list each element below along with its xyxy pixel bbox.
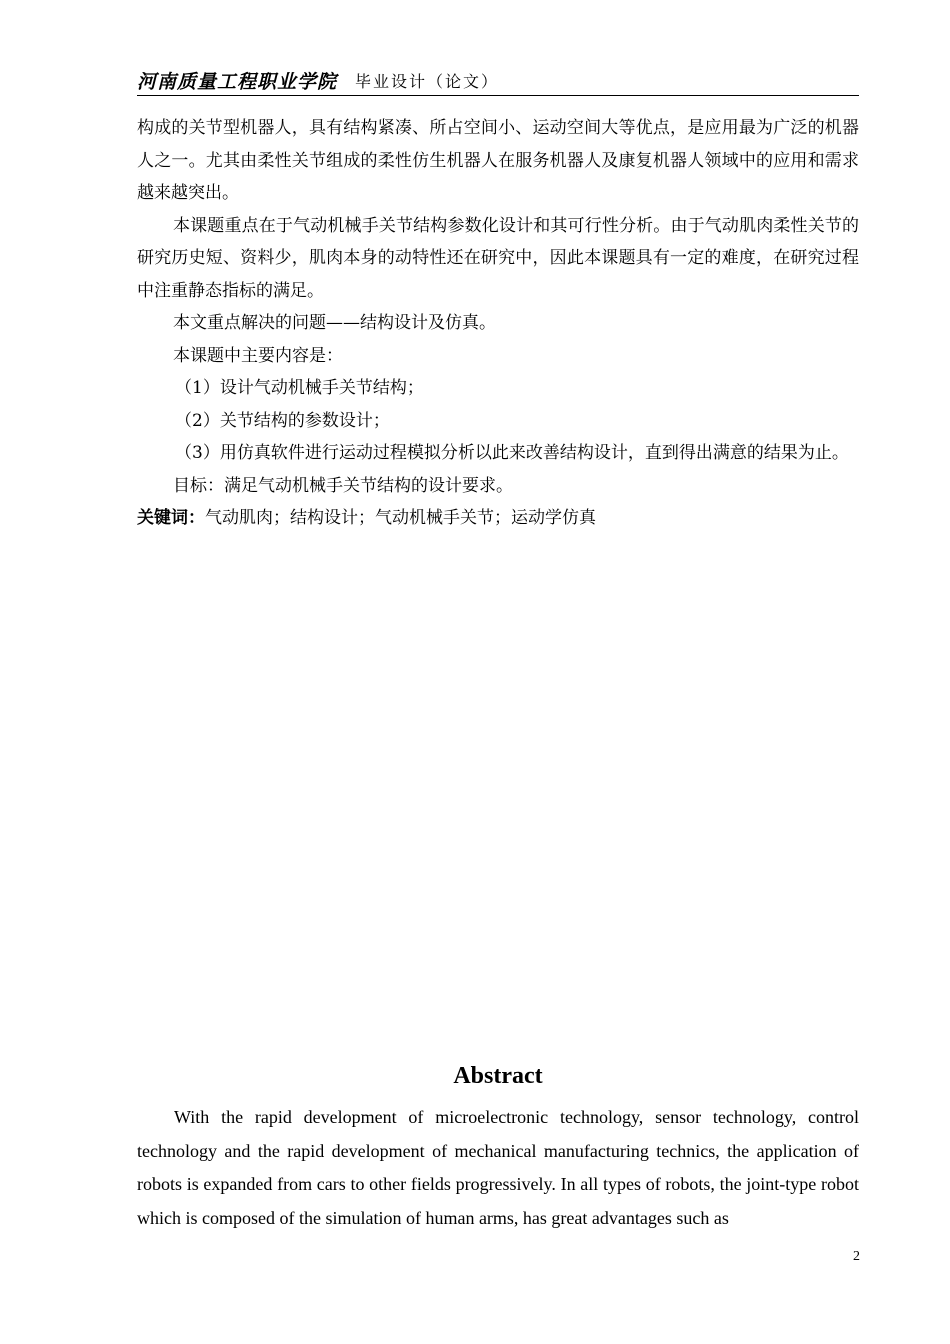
header-subtitle: 毕业设计（论文） — [355, 72, 500, 91]
paragraph-problem: 本文重点解决的问题——结构设计及仿真。 — [173, 313, 496, 333]
abstract-text: With the rapid development of microelectronic technology, sensor technology, control technology and the rapid development of mechanical manufacturing technics, the application of robots is expanded from cars to other fields progressively. In all types of robots, the joint-type robot which is composed of the simulation of human arms, has great advantages such as — [137, 1107, 859, 1228]
header-school-name: 河南质量工程职业学院 — [137, 71, 338, 93]
paragraph-content-intro: 本课题中主要内容是： — [173, 345, 343, 366]
list-item: （2）关节结构的参数设计； — [175, 410, 390, 431]
page-header — [137, 68, 859, 96]
page-number: 2 — [853, 1249, 860, 1264]
list-item: （3）用仿真软件进行运动过程模拟分析以此来改善结构设计，直到得出满意的结果为止。 — [175, 443, 849, 463]
abstract-title: Abstract — [453, 1063, 543, 1089]
paragraph-focus: 本课题重点在于气动机械手关节结构参数化设计和其可行性分析。由于气动肌肉柔性关节的研究历史短、资料少，肌肉本身的动特性还在研究中，因此本课题具有一定的难度，在研究过程中注重静态指标的满足。 — [137, 215, 859, 301]
paragraph-intro-continuation: 构成的关节型机器人，具有结构紧凑、所占空间小、运动空间大等优点，是应用最为广泛的机器人之一。尤其由柔性关节组成的柔性仿生机器人在服务机器人及康复机器人领域中的应用和需求越来越突出。 — [137, 118, 859, 203]
chinese-body — [137, 112, 859, 535]
list-item: （1）设计气动机械手关节结构； — [175, 378, 424, 398]
keywords-line — [137, 502, 859, 535]
keywords-text: 气动肌肉；结构设计；气动机械手关节；运动学仿真 — [205, 508, 596, 528]
keywords-label: 关键词： — [137, 508, 205, 528]
paragraph-goal: 目标：满足气动机械手关节结构的设计要求。 — [173, 475, 513, 496]
